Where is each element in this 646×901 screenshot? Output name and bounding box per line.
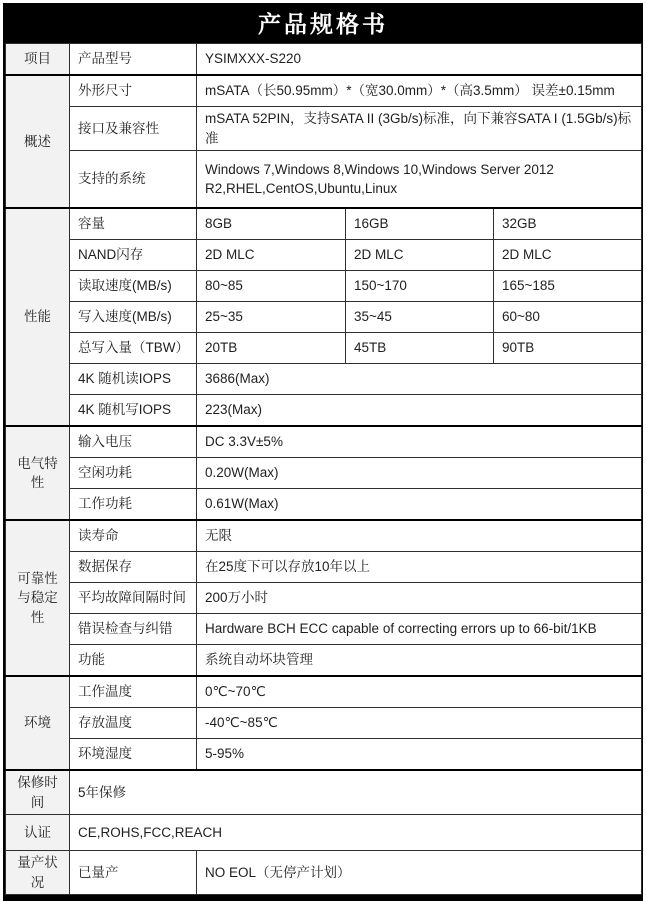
spec-value: 0.61W(Max)	[197, 489, 642, 521]
spec-value: 20TB	[197, 333, 346, 364]
table-row	[6, 208, 642, 240]
spec-label: 功能	[70, 645, 197, 677]
spec-value: 90TB	[494, 333, 642, 364]
table-row	[6, 708, 642, 739]
spec-value: 2D MLC	[197, 240, 346, 271]
spec-value: 60~80	[494, 302, 642, 333]
table-row	[6, 151, 642, 209]
spec-value: 16GB	[346, 208, 494, 240]
spec-label: NAND闪存	[70, 240, 197, 271]
spec-value: NO EOL（无停产计划）	[197, 851, 642, 895]
spec-sheet	[3, 3, 643, 901]
table-row	[6, 583, 642, 614]
spec-label: 外形尺寸	[70, 75, 197, 107]
spec-value: 45TB	[346, 333, 494, 364]
spec-label: 支持的系统	[70, 151, 197, 209]
table-row	[6, 520, 642, 552]
table-row	[6, 645, 642, 677]
spec-value: 35~45	[346, 302, 494, 333]
spec-value: 165~185	[494, 271, 642, 302]
table-row	[6, 333, 642, 364]
table-row	[6, 364, 642, 395]
spec-value: 2D MLC	[346, 240, 494, 271]
spec-value: -40℃~85℃	[197, 708, 642, 739]
table-row	[6, 851, 642, 895]
table-row	[6, 240, 642, 271]
category-cell: 量产状况	[6, 851, 70, 895]
spec-value: 0℃~70℃	[197, 676, 642, 708]
spec-label: 工作功耗	[70, 489, 197, 521]
spec-value: 系统自动坏块管理	[197, 645, 642, 677]
category-cell: 环境	[6, 676, 70, 770]
table-row	[6, 552, 642, 583]
table-row	[6, 44, 642, 76]
table-row	[6, 426, 642, 458]
spec-value: 200万小时	[197, 583, 642, 614]
spec-value: 80~85	[197, 271, 346, 302]
spec-value: 无限	[197, 520, 642, 552]
spec-label: 已量产	[70, 851, 197, 895]
table-row	[6, 107, 642, 151]
table-row	[6, 739, 642, 771]
spec-value: 在25度下可以存放10年以上	[197, 552, 642, 583]
table-row	[6, 770, 642, 815]
spec-value: 3686(Max)	[197, 364, 642, 395]
spec-value: Hardware BCH ECC capable of correcting errors up to 66-bit/1KB	[197, 614, 642, 645]
spec-label: 工作温度	[70, 676, 197, 708]
table-row	[6, 302, 642, 333]
spec-value: DC 3.3V±5%	[197, 426, 642, 458]
spec-label: 总写入量（TBW）	[70, 333, 197, 364]
spec-value: 223(Max)	[197, 395, 642, 427]
spec-label: 数据保存	[70, 552, 197, 583]
spec-label: 写入速度(MB/s)	[70, 302, 197, 333]
spec-label: 容量	[70, 208, 197, 240]
spec-label: 输入电压	[70, 426, 197, 458]
spec-value: YSIMXXX-S220	[197, 44, 642, 76]
spec-label: 存放温度	[70, 708, 197, 739]
spec-value: CE,ROHS,FCC,REACH	[70, 815, 642, 851]
table-row	[6, 395, 642, 427]
spec-value: 5-95%	[197, 739, 642, 771]
spec-value: 32GB	[494, 208, 642, 240]
category-cell: 电气特性	[6, 426, 70, 520]
spec-value: mSATA 52PIN，支持SATA II (3Gb/s)标准，向下兼容SATA I (1.5Gb/s)标准	[197, 107, 642, 151]
category-cell: 认证	[6, 815, 70, 851]
spec-label: 4K 随机写IOPS	[70, 395, 197, 427]
spec-value: 150~170	[346, 271, 494, 302]
table-row	[6, 815, 642, 851]
spec-label: 4K 随机读IOPS	[70, 364, 197, 395]
spec-label: 产品型号	[70, 44, 197, 76]
spec-label: 环境湿度	[70, 739, 197, 771]
category-cell: 概述	[6, 75, 70, 208]
spec-label: 读取速度(MB/s)	[70, 271, 197, 302]
table-row	[6, 676, 642, 708]
spec-label: 空闲功耗	[70, 458, 197, 489]
spec-value: 25~35	[197, 302, 346, 333]
spec-label: 错误检查与纠错	[70, 614, 197, 645]
spec-value: 0.20W(Max)	[197, 458, 642, 489]
spec-label: 读寿命	[70, 520, 197, 552]
spec-value: mSATA（长50.95mm）*（宽30.0mm）*（高3.5mm） 误差±0.15mm	[197, 75, 642, 107]
table-row	[6, 614, 642, 645]
spec-value: 8GB	[197, 208, 346, 240]
spec-value: 2D MLC	[494, 240, 642, 271]
spec-label: 接口及兼容性	[70, 107, 197, 151]
spec-table	[5, 43, 642, 895]
table-row	[6, 489, 642, 521]
page-title: 产品规格书	[5, 5, 641, 43]
table-row	[6, 458, 642, 489]
table-row	[6, 271, 642, 302]
spec-label: 平均故障间隔时间	[70, 583, 197, 614]
spec-value: 5年保修	[70, 770, 642, 815]
category-cell: 性能	[6, 208, 70, 426]
spec-value: Windows 7,Windows 8,Windows 10,Windows Server 2012 R2,RHEL,CentOS,Ubuntu,Linux	[197, 151, 642, 209]
table-row	[6, 75, 642, 107]
category-cell: 项目	[6, 44, 70, 76]
category-cell: 可靠性与稳定性	[6, 520, 70, 676]
category-cell: 保修时间	[6, 770, 70, 815]
